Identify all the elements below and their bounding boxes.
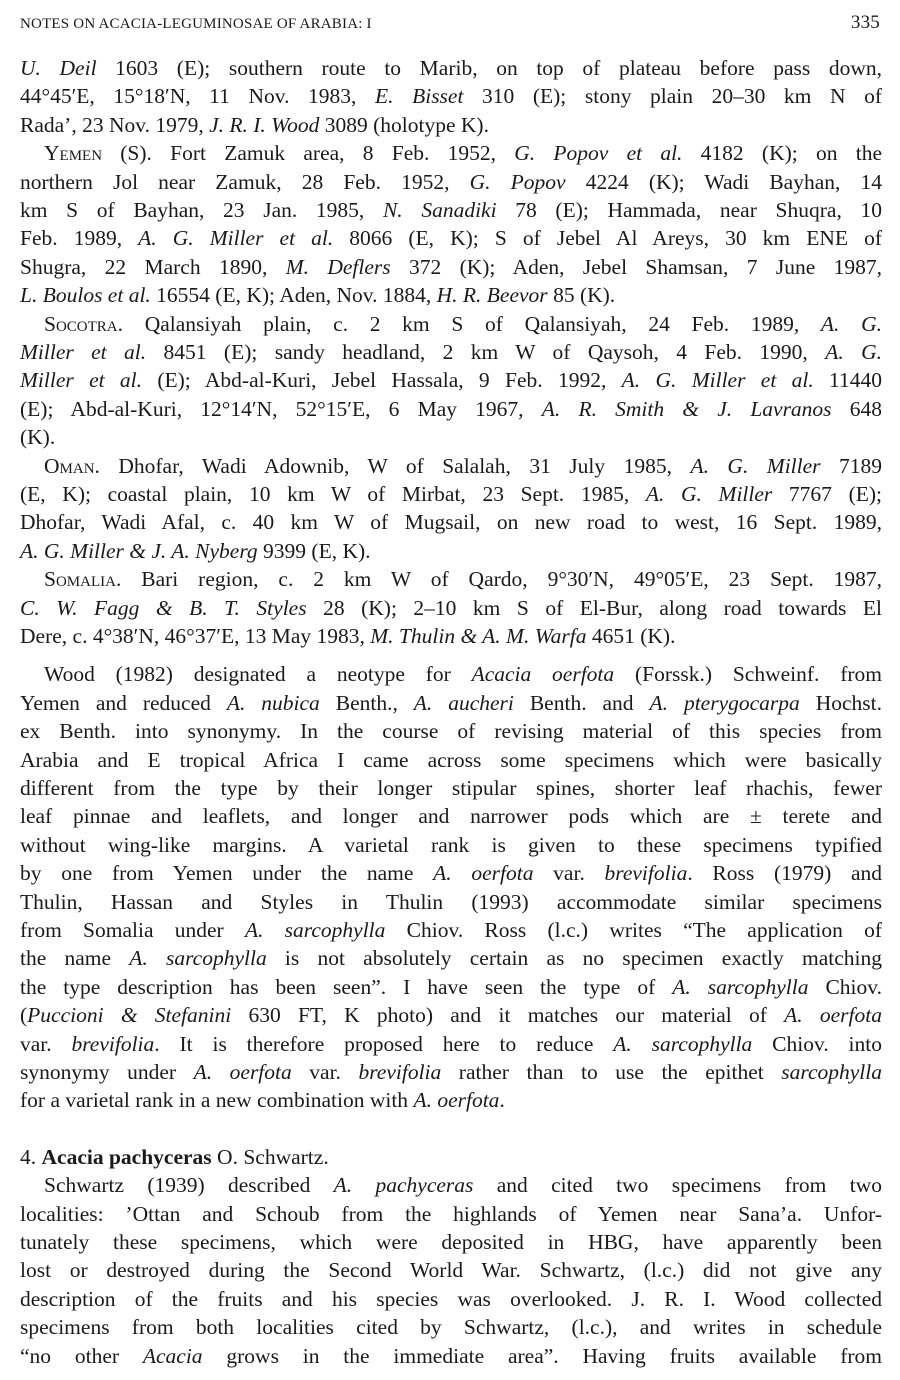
text-run: is not absolutely certain as no specimen exactly matching xyxy=(266,946,883,971)
text-run: 310 (E); stony plain 20–30 km N of xyxy=(463,84,882,109)
italic-run: brevifolia xyxy=(604,861,688,886)
italic-run: Acacia oerfota xyxy=(471,662,615,687)
italic-run: E. Bisset xyxy=(375,84,464,109)
text-run: 7189 xyxy=(820,453,882,478)
italic-run: brevifolia xyxy=(358,1060,442,1084)
text-line xyxy=(20,689,882,717)
text-run: northern Jol near Zamuk, 28 Feb. 1952, xyxy=(20,169,470,194)
text-run: . Bari region, c. 2 km W of Qardo, 9°30′N, 49°05′E, 23 Sept. 1987, xyxy=(115,567,882,592)
italic-run: A. oerfota xyxy=(433,861,534,886)
text-run: 648 xyxy=(831,396,882,421)
text-run: Rada’, 23 Nov. 1979, xyxy=(20,112,210,137)
text-run: Chiov. into xyxy=(752,1031,882,1056)
text-run: (E); Abd-al-Kuri, Jebel Hassala, 9 Feb. 1992, xyxy=(142,368,622,393)
text-run: different from the type by their longer stipular spines, shorter leaf rhachis, fewer xyxy=(20,776,882,800)
italic-run: M. Thulin & A. M. Warfa xyxy=(370,624,587,648)
text-line xyxy=(20,480,882,508)
running-header xyxy=(20,12,880,38)
text-run: ( xyxy=(20,1003,28,1028)
text-run: Arabia and E tropical Africa I came across some specimens which were basically xyxy=(20,747,882,772)
italic-run: A. G. Miller & J. A. Nyberg xyxy=(20,538,258,563)
italic-run: H. R. Beevor xyxy=(436,283,548,308)
text-line xyxy=(20,1058,882,1086)
text-run: by one from Yemen under the name xyxy=(20,861,434,886)
text-line xyxy=(20,54,882,82)
text-line xyxy=(20,1143,882,1171)
text-run: . xyxy=(499,1088,505,1113)
text-line xyxy=(20,366,882,394)
italic-run: A. G. xyxy=(825,340,882,364)
text-line xyxy=(20,622,882,650)
italic-run: A. pterygocarpa xyxy=(649,690,800,715)
italic-run: G. Popov xyxy=(469,169,566,194)
text-line xyxy=(20,1030,882,1058)
text-run: (S). Fort Zamuk area, 8 Feb. 1952, xyxy=(102,141,515,166)
text-line xyxy=(20,746,882,774)
italic-run: A. aucheri xyxy=(413,690,514,715)
text-run: 16554 (E, K); Aden, Nov. 1884, xyxy=(150,283,437,308)
text-run: Schwartz (1939) described xyxy=(44,1173,334,1198)
italic-run: A. G. xyxy=(820,311,882,336)
text-line xyxy=(20,1086,882,1114)
text-line xyxy=(44,139,882,167)
text-run: synonymy under xyxy=(20,1060,194,1084)
italic-run: A. pachyceras xyxy=(333,1173,474,1198)
text-line xyxy=(20,253,882,281)
text-run: lost or destroyed during the Second World War. Schwartz, (l.c.) did not give any xyxy=(20,1258,882,1283)
italic-run: L. Boulos et al. xyxy=(20,283,151,308)
text-run: (E, K); coastal plain, 10 km W of Mirbat, 23 Sept. 1985, xyxy=(20,482,646,506)
region-name: Somalia xyxy=(44,567,116,592)
italic-run: A. oerfota xyxy=(413,1088,500,1113)
text-line xyxy=(20,973,882,1001)
text-run: O. Schwartz. xyxy=(211,1144,329,1169)
text-line xyxy=(20,423,882,451)
text-run: 85 (K). xyxy=(547,283,616,308)
text-line xyxy=(20,111,882,139)
text-run: Chiov. xyxy=(808,974,882,999)
text-line xyxy=(20,774,882,802)
text-run: “no other xyxy=(20,1343,143,1368)
text-run: localities: ’Ottan and Schoub from the highlands of Yemen near Sana’a. Unfor- xyxy=(20,1201,882,1226)
text-line xyxy=(20,944,882,972)
text-run: 9399 (E, K). xyxy=(257,538,371,563)
text-line xyxy=(20,1342,882,1370)
italic-run: A. nubica xyxy=(226,690,320,715)
text-run: grows in the immediate area”. Having fruits available from xyxy=(202,1343,882,1368)
italic-run: A. sarcophylla xyxy=(672,974,809,999)
text-run: 630 FT, K photo) and it matches our material of xyxy=(231,1003,785,1028)
text-run: ex Benth. into synonymy. In the course of revising material of this species from xyxy=(20,719,882,744)
text-run: tunately these specimens, which were deposited in HBG, have apparently been xyxy=(20,1230,882,1254)
text-run: Yemen and reduced xyxy=(20,690,227,715)
text-line xyxy=(44,565,882,593)
text-line xyxy=(20,395,882,423)
italic-run: A. sarcophylla xyxy=(129,946,267,971)
italic-run: U. Deil xyxy=(20,56,97,80)
text-line xyxy=(20,594,882,622)
text-run: (K). xyxy=(20,425,56,450)
italic-run: N. Sanadiki xyxy=(382,198,497,222)
text-line xyxy=(20,537,882,565)
text-line xyxy=(44,310,882,338)
text-line xyxy=(20,82,882,110)
text-line xyxy=(20,1285,882,1313)
text-run: 8066 (E, K); S of Jebel Al Areys, 30 km ENE of xyxy=(333,226,882,251)
text-run: . Ross (1979) and xyxy=(687,861,883,886)
text-line xyxy=(20,196,882,224)
text-line xyxy=(44,660,882,688)
text-run: . It is therefore proposed here to reduce xyxy=(154,1031,614,1056)
text-line xyxy=(20,1001,882,1029)
text-run: for a varietal rank in a new combination with xyxy=(20,1088,414,1113)
italic-run: Miller et al. xyxy=(20,340,147,364)
text-line xyxy=(20,916,882,944)
text-run: Wood (1982) designated a neotype for xyxy=(44,662,472,687)
italic-run: A. R. Smith & J. Lavranos xyxy=(541,396,832,421)
text-run: Dhofar, Wadi Afal, c. 40 km W of Mugsail, on new road to west, 16 Sept. 1989, xyxy=(20,510,882,535)
text-run: 372 (K); Aden, Jebel Shamsan, 7 June 1987, xyxy=(390,254,882,279)
text-line xyxy=(20,281,882,309)
italic-run: sarcophylla xyxy=(781,1060,882,1084)
italic-run: Acacia xyxy=(142,1343,203,1368)
italic-run: A. sarcophylla xyxy=(244,918,386,942)
text-line xyxy=(20,224,882,252)
text-run: leaf pinnae and leaflets, and longer and narrower pods which are ± terete and xyxy=(20,804,882,829)
italic-run: A. G. Miller xyxy=(645,482,773,506)
text-line xyxy=(20,1228,882,1256)
text-line xyxy=(20,717,882,745)
text-line xyxy=(20,888,882,916)
text-run: 44°45′E, 15°18′N, 11 Nov. 1983, xyxy=(20,84,375,109)
italic-run: C. W. Fagg & B. T. Styles xyxy=(20,595,307,620)
text-run: 4224 (K); Wadi Bayhan, 14 xyxy=(565,169,883,194)
text-line xyxy=(20,859,882,887)
text-line xyxy=(44,452,882,480)
text-run: var. xyxy=(20,1031,72,1056)
italic-run: A. oerfota xyxy=(784,1003,882,1028)
text-run: Shugra, 22 March 1890, xyxy=(20,254,286,279)
text-line xyxy=(20,168,882,196)
text-run: var. xyxy=(533,861,605,886)
text-run: the type description has been seen”. I have seen the type of xyxy=(20,974,673,999)
italic-run: brevifolia xyxy=(71,1031,155,1056)
text-run: 11440 xyxy=(813,368,882,393)
text-run: 8451 (E); sandy headland, 2 km W of Qaysoh, 4 Feb. 1990, xyxy=(146,340,826,364)
italic-run: A. sarcophylla xyxy=(613,1031,753,1056)
text-run: without wing-like margins. A varietal rank is given to these specimens typified xyxy=(20,832,882,857)
text-run: and cited two specimens from two xyxy=(473,1173,882,1198)
italic-run: A. G. Miller xyxy=(690,453,821,478)
text-line xyxy=(20,1313,882,1341)
text-run: specimens from both localities cited by Schwartz, (l.c.), and writes in schedule xyxy=(20,1315,882,1340)
text-line xyxy=(20,338,882,366)
running-title: NOTES ON ACACIA-LEGUMINOSAE OF ARABIA: I xyxy=(20,16,372,32)
page-number: 335 xyxy=(850,12,880,33)
text-run: (E); Abd-al-Kuri, 12°14′N, 52°15′E, 6 May 1967, xyxy=(20,396,542,421)
text-line xyxy=(44,1171,882,1199)
text-run: from Somalia under xyxy=(20,918,245,942)
italic-run: A. G. Miller et al. xyxy=(621,368,814,393)
text-line xyxy=(20,508,882,536)
text-run: 4182 (K); on the xyxy=(682,141,882,166)
text-run: 4651 (K). xyxy=(586,624,676,648)
italic-run: J. R. I. Wood xyxy=(209,112,320,137)
text-run: Feb. 1989, xyxy=(20,226,139,251)
text-run: Chiov. Ross (l.c.) writes “The application of xyxy=(385,918,882,942)
text-run: . Dhofar, Wadi Adownib, W of Salalah, 31 July 1985, xyxy=(94,453,691,478)
text-run: Dere, c. 4°38′N, 46°37′E, 13 May 1983, xyxy=(20,624,371,648)
text-run: the name xyxy=(20,946,130,971)
text-run: description of the fruits and his species was overlooked. J. R. I. Wood collected xyxy=(20,1286,882,1311)
italic-run: Miller et al. xyxy=(20,368,143,393)
text-run: Benth., xyxy=(319,690,414,715)
text-line xyxy=(20,1256,882,1284)
text-run: Thulin, Hassan and Styles in Thulin (1993) accommodate similar specimens xyxy=(20,889,882,914)
region-name: Socotra xyxy=(44,311,118,336)
bold-run: Acacia pachyceras xyxy=(41,1144,212,1169)
text-run: 3089 (holotype K). xyxy=(319,112,489,137)
text-run: 1603 (E); southern route to Marib, on top of plateau before pass down, xyxy=(96,56,882,80)
text-run: km S of Bayhan, 23 Jan. 1985, xyxy=(20,198,383,222)
italic-run: A. oerfota xyxy=(193,1060,292,1084)
text-run: 7767 (E); xyxy=(772,482,882,506)
text-run: Benth. and xyxy=(513,690,650,715)
italic-run: A. G. Miller et al. xyxy=(138,226,334,251)
italic-run: G. Popov et al. xyxy=(514,141,683,166)
text-run: . Qalansiyah plain, c. 2 km S of Qalansiyah, 24 Feb. 1989, xyxy=(117,311,821,336)
text-line xyxy=(20,831,882,859)
text-run: rather than to use the epithet xyxy=(441,1060,782,1084)
text-run: 4. xyxy=(20,1144,42,1169)
text-run: var. xyxy=(291,1060,359,1084)
text-run: (Forssk.) Schweinf. from xyxy=(614,662,882,687)
text-run: 78 (E); Hammada, near Shuqra, 10 xyxy=(496,198,882,222)
italic-run: M. Deflers xyxy=(285,254,391,279)
region-name: Oman xyxy=(44,453,95,478)
region-name: Yemen xyxy=(44,141,103,166)
text-run: Hochst. xyxy=(799,690,883,715)
italic-run: Puccioni & Stefanini xyxy=(27,1003,232,1028)
text-run: 28 (K); 2–10 km S of El-Bur, along road towards El xyxy=(306,595,882,620)
text-line xyxy=(20,802,882,830)
text-line xyxy=(20,1200,882,1228)
